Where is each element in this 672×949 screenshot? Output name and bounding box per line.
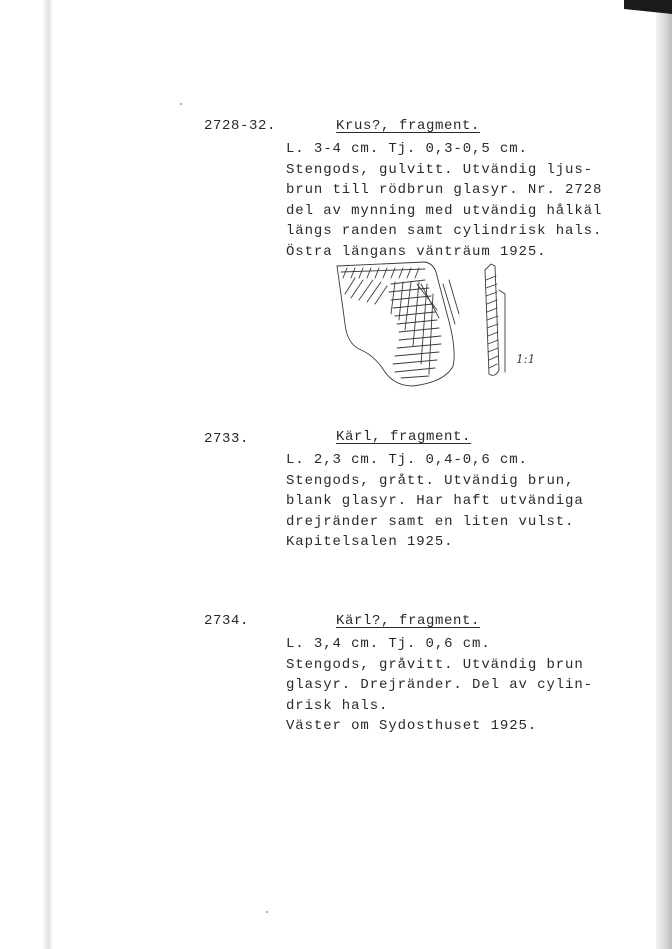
fragment-sketch	[325, 254, 555, 394]
description-line: del av mynning med utvändig hålkäl	[286, 202, 603, 219]
description-line: Stengods, gråvitt. Utvändig brun	[286, 656, 584, 673]
description-line: brun till rödbrun glasyr. Nr. 2728	[286, 182, 603, 199]
entry-description	[286, 450, 584, 553]
description-line: L. 3-4 cm. Tj. 0,3-0,5 cm.	[286, 141, 528, 157]
entry-title: Kärl?, fragment.	[336, 613, 481, 629]
corner-mark	[624, 0, 672, 14]
description-line: blank glasyr. Har haft utvändiga	[286, 493, 584, 510]
description-line: glasyr. Drejränder. Del av cylin-	[286, 677, 593, 694]
entry-description	[286, 634, 593, 737]
entry-number: 2728-32.	[204, 118, 277, 134]
entry-number: 2734.	[204, 613, 250, 629]
page-fold-shadow	[42, 0, 52, 949]
description-line: Stengods, gulvitt. Utvändig ljus-	[286, 161, 593, 178]
entry-number: 2733.	[204, 431, 250, 447]
entry-title: Krus?, fragment.	[336, 118, 481, 134]
description-line: Väster om Sydosthuset 1925.	[286, 718, 538, 735]
sketch-scale-label: 1:1	[516, 352, 536, 366]
page-right-edge	[656, 0, 672, 949]
description-line: L. 2,3 cm. Tj. 0,4-0,6 cm.	[286, 452, 528, 468]
paper-speck	[180, 103, 182, 105]
description-line: Kapitelsalen 1925.	[286, 534, 454, 551]
description-line: drejränder samt en liten vulst.	[286, 513, 575, 530]
description-line: drisk hals.	[286, 697, 389, 714]
description-line: Stengods, grått. Utvändig brun,	[286, 472, 575, 489]
description-line: Östra längans vänträum 1925.	[286, 243, 547, 260]
paper-speck	[266, 911, 268, 913]
entry-description	[286, 139, 602, 263]
description-line: längs randen samt cylindrisk hals.	[286, 223, 603, 240]
entry-title: Kärl, fragment.	[336, 429, 472, 445]
description-line: L. 3,4 cm. Tj. 0,6 cm.	[286, 636, 491, 652]
